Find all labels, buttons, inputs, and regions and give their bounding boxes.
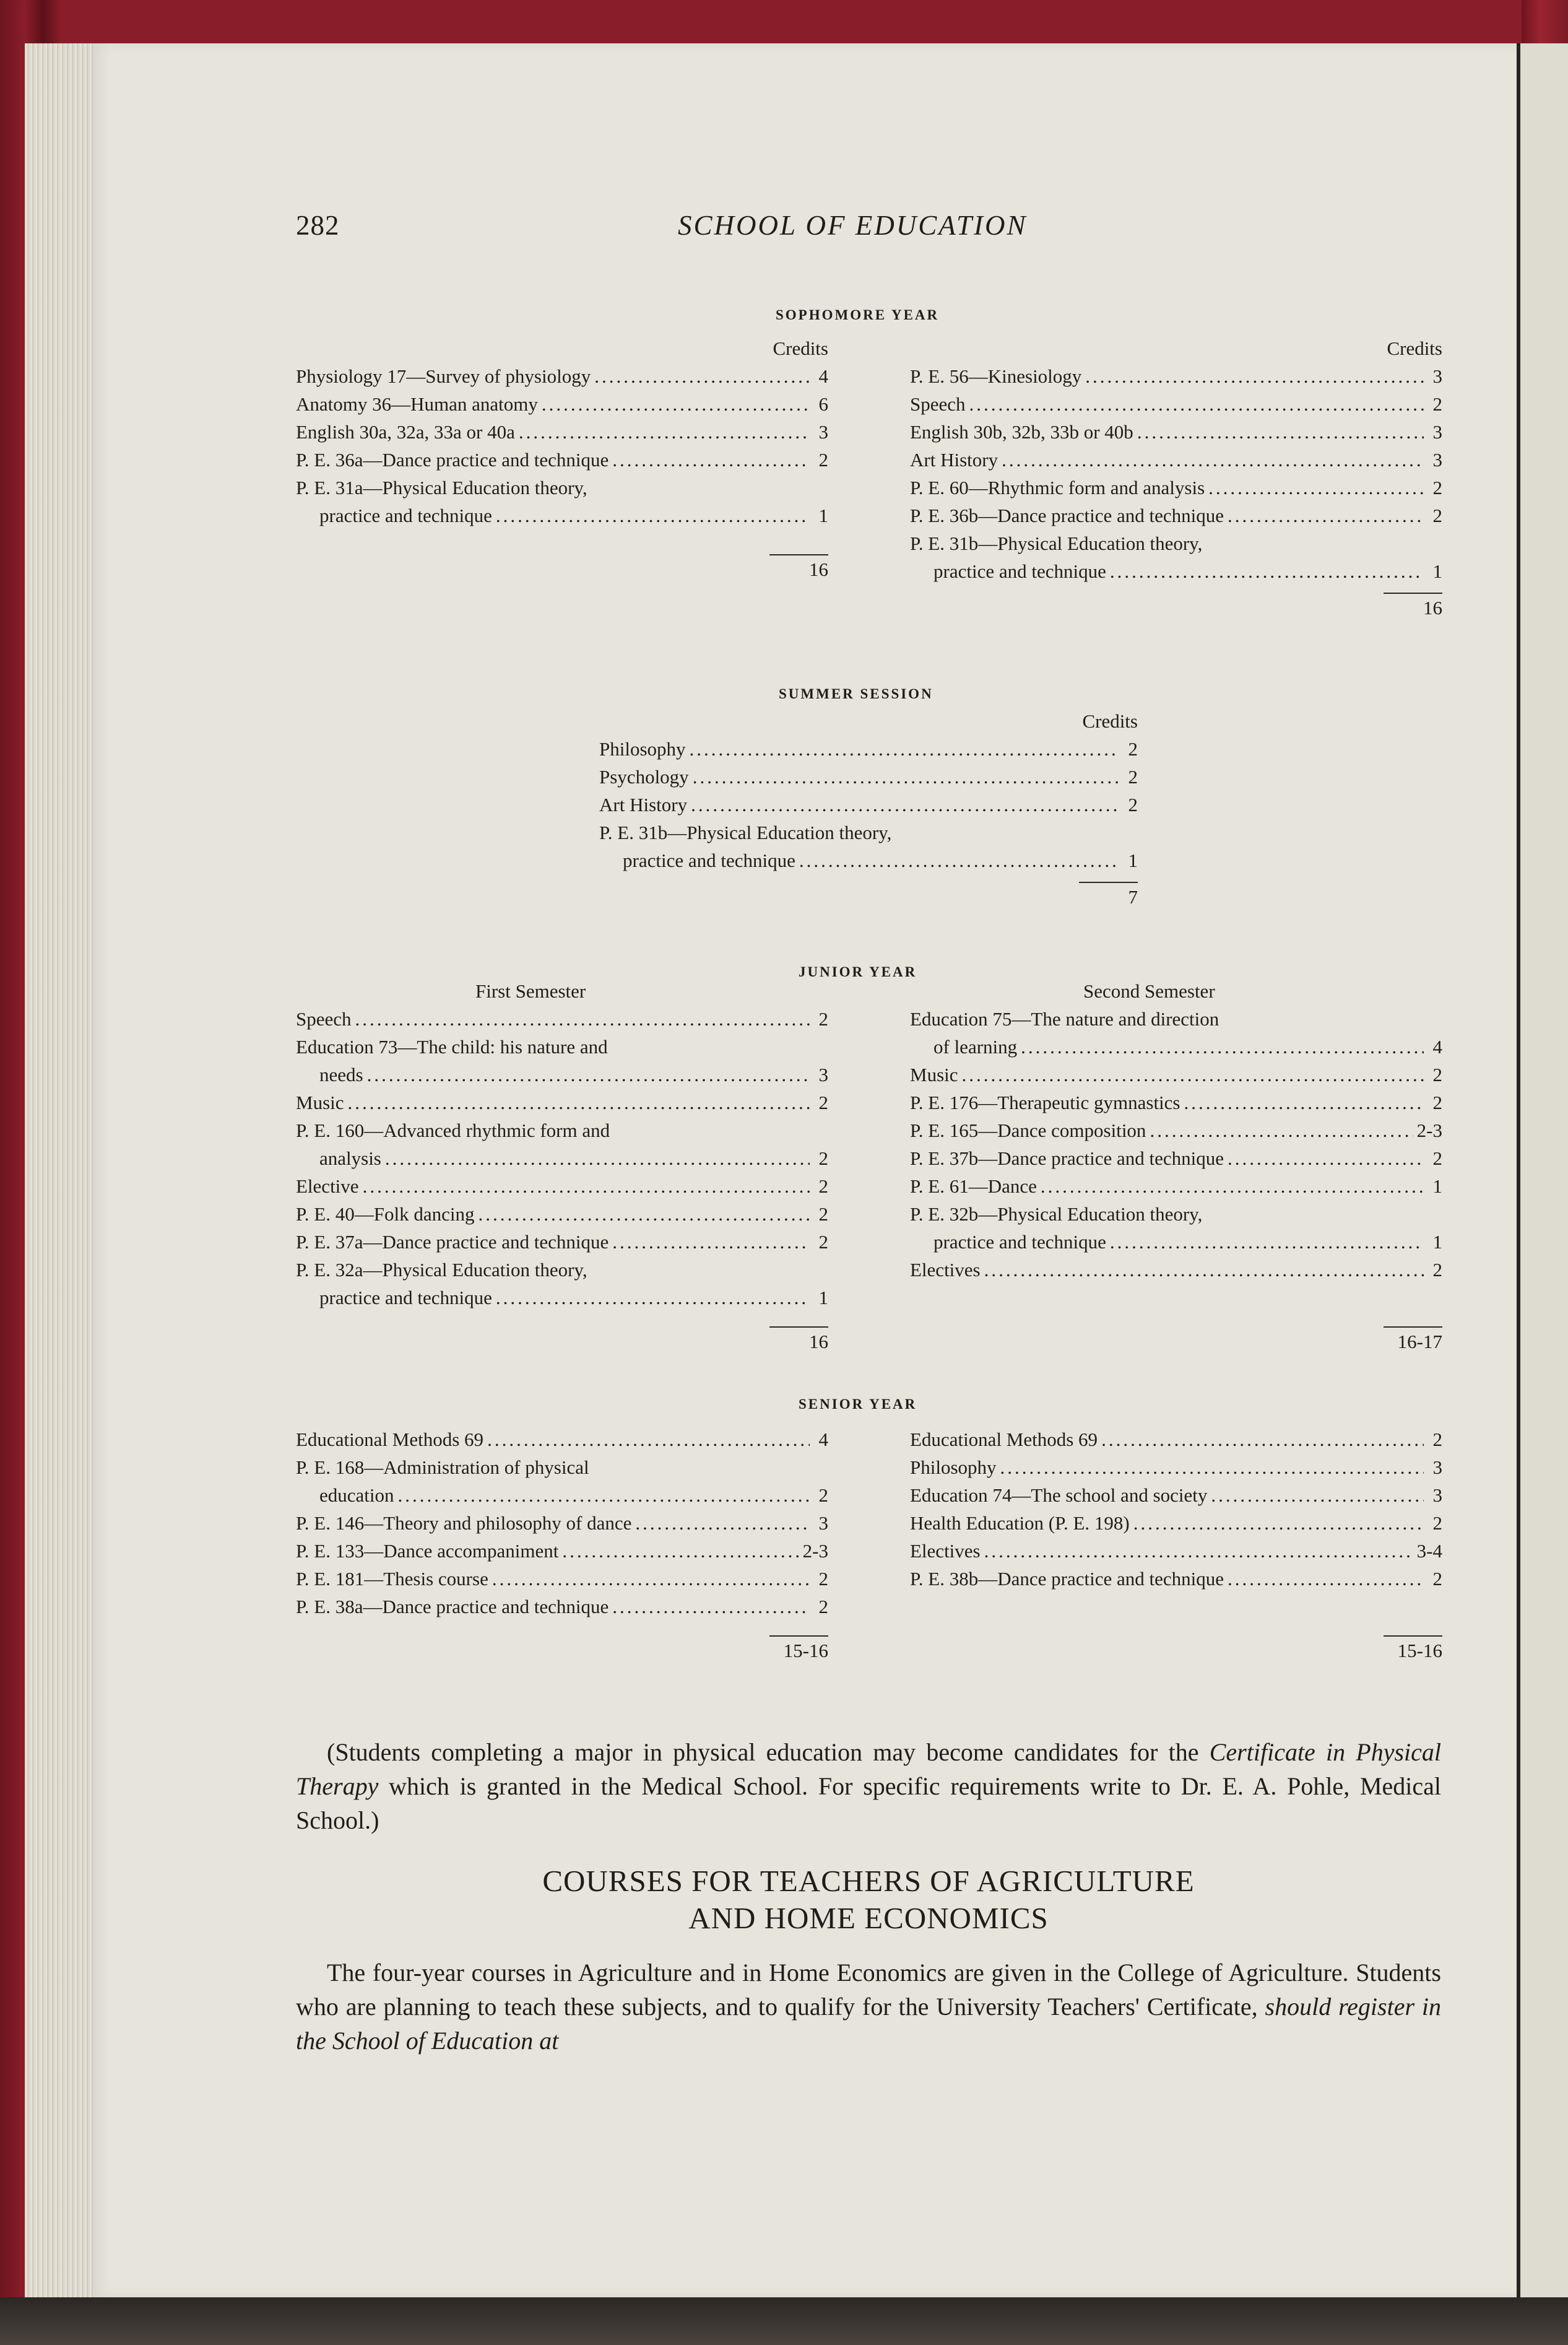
leader-dots <box>635 1509 810 1537</box>
leader-dots <box>487 1425 810 1453</box>
course-credits: 4 <box>1432 1036 1442 1058</box>
course-row <box>910 1565 1442 1593</box>
course-label: Educational Methods 69 <box>296 1429 484 1450</box>
sophomore-left-column <box>296 334 828 583</box>
course-row <box>599 846 1138 874</box>
courses-text: The four-year courses in Agriculture and in Home Economics are given in the College of Agriculture. Students who are planning to teach these subjects, and to qualify for the University Teachers' Certificate, <box>296 1959 1441 2021</box>
running-title: SCHOOL OF EDUCATION <box>678 210 1028 241</box>
course-credits: 3 <box>818 421 828 443</box>
leader-dots <box>612 1593 810 1621</box>
course-row <box>296 1256 828 1284</box>
leader-dots <box>690 735 1119 763</box>
leader-dots <box>478 1200 810 1228</box>
course-credits: 2 <box>1432 1092 1442 1113</box>
course-credits: 2 <box>1128 794 1138 816</box>
leader-dots <box>519 418 810 446</box>
course-row <box>296 1089 828 1116</box>
senior-left-column <box>296 1425 828 1664</box>
course-label: P. E. 31b—Physical Education theory, <box>910 533 1203 554</box>
summer-total: 7 <box>1128 886 1138 908</box>
junior-right-list <box>910 1005 1442 1284</box>
leader-dots <box>1101 1425 1424 1453</box>
course-row <box>910 1116 1442 1144</box>
course-label: Electives <box>910 1259 981 1281</box>
course-row <box>910 1228 1442 1256</box>
second-semester-header: Second Semester <box>1083 980 1215 1002</box>
course-label: Music <box>910 1064 958 1085</box>
leader-dots <box>962 1061 1424 1089</box>
course-label: P. E. 37b—Dance practice and technique <box>910 1147 1224 1169</box>
course-row <box>910 446 1442 474</box>
course-credits: 3-4 <box>1416 1540 1442 1562</box>
certificate-note <box>296 1735 1441 1837</box>
course-label: English 30b, 32b, 33b or 40b <box>910 421 1133 443</box>
course-label: practice and technique <box>933 560 1106 582</box>
leader-dots <box>1000 1453 1424 1481</box>
course-row <box>296 418 828 446</box>
course-row <box>910 1144 1442 1172</box>
course-label: P. E. 37a—Dance practice and technique <box>296 1231 609 1253</box>
course-label: P. E. 176—Therapeutic gymnastics <box>910 1092 1180 1113</box>
course-label: needs <box>319 1064 363 1085</box>
course-label: Anatomy 36—Human anatomy <box>296 393 538 415</box>
course-row <box>910 1481 1442 1509</box>
course-label: practice and technique <box>319 1287 492 1308</box>
course-row <box>910 1256 1442 1284</box>
course-row <box>910 1005 1442 1033</box>
leader-dots <box>1041 1172 1424 1200</box>
leader-dots <box>612 446 810 474</box>
course-credits: 2 <box>1432 1147 1442 1169</box>
course-label: Music <box>296 1092 344 1113</box>
summer-list <box>599 735 1138 874</box>
course-row <box>910 1453 1442 1481</box>
course-label: Art History <box>910 449 998 471</box>
course-credits: 1 <box>1432 1231 1442 1253</box>
leader-dots <box>1150 1116 1413 1144</box>
leader-dots <box>969 390 1424 418</box>
course-row <box>296 1005 828 1033</box>
course-label: Philosophy <box>910 1456 997 1478</box>
first-semester-header: First Semester <box>475 980 586 1002</box>
leader-dots <box>1228 502 1424 529</box>
course-credits: 2 <box>1432 1259 1442 1281</box>
course-row <box>910 1425 1442 1453</box>
course-label: P. E. 36a—Dance practice and technique <box>296 449 609 471</box>
course-credits: 2 <box>1432 477 1442 498</box>
leader-dots <box>594 362 810 390</box>
leader-dots <box>1133 1509 1424 1537</box>
leader-dots <box>367 1061 810 1089</box>
summer-title: SUMMER SESSION <box>779 686 933 702</box>
course-label: P. E. 133—Dance accompaniment <box>296 1540 559 1562</box>
note-text-2: which is granted in the Medical School. For specific requirements write to Dr. E. A. Pohle, Medical School.) <box>296 1772 1441 1834</box>
course-row <box>910 418 1442 446</box>
course-credits: 2 <box>818 1092 828 1113</box>
course-credits: 3 <box>1432 1484 1442 1506</box>
course-row <box>296 446 828 474</box>
course-label: Education 75—The nature and direction <box>910 1008 1219 1030</box>
course-credits: 2 <box>818 1231 828 1253</box>
course-credits: 2 <box>818 1568 828 1590</box>
sophomore-right-total: 16 <box>1423 597 1442 619</box>
course-label: Physiology 17—Survey of physiology <box>296 365 591 387</box>
course-credits: 2 <box>818 1147 828 1169</box>
course-label: Electives <box>910 1540 981 1562</box>
course-credits: 1 <box>1432 560 1442 582</box>
leader-dots <box>542 390 810 418</box>
course-row <box>296 474 828 502</box>
sophomore-right-column <box>910 334 1442 622</box>
course-credits: 3 <box>818 1512 828 1534</box>
course-row <box>296 390 828 418</box>
course-row <box>296 1228 828 1256</box>
course-credits: 2 <box>818 1203 828 1225</box>
leader-dots <box>492 1565 810 1593</box>
course-credits: 2 <box>818 1175 828 1197</box>
senior-right-total: 15-16 <box>1397 1640 1442 1661</box>
junior-title: JUNIOR YEAR <box>799 964 917 980</box>
course-label: P. E. 160—Advanced rhythmic form and <box>296 1120 610 1141</box>
course-credits: 2 <box>818 1596 828 1617</box>
course-label: Health Education (P. E. 198) <box>910 1512 1130 1534</box>
summer-column <box>599 707 1138 911</box>
course-row <box>296 1144 828 1172</box>
course-row <box>599 735 1138 763</box>
course-credits: 1 <box>1128 850 1138 871</box>
course-label: P. E. 31b—Physical Education theory, <box>599 822 892 843</box>
course-row <box>910 362 1442 390</box>
course-credits: 2 <box>1432 393 1442 415</box>
courses-paragraph <box>296 1956 1441 2058</box>
course-credits: 1 <box>818 1287 828 1308</box>
leader-dots <box>799 846 1119 874</box>
course-credits: 2 <box>1432 1064 1442 1085</box>
leader-dots <box>355 1005 810 1033</box>
course-credits: 6 <box>818 393 828 415</box>
course-label: P. E. 165—Dance composition <box>910 1120 1146 1141</box>
course-label: Education 73—The child: his nature and <box>296 1036 608 1058</box>
course-row <box>910 1033 1442 1061</box>
senior-left-list <box>296 1425 828 1621</box>
course-label: education <box>319 1484 394 1506</box>
course-row <box>296 1481 828 1509</box>
course-row <box>296 1425 828 1453</box>
leader-dots <box>984 1537 1413 1565</box>
leader-dots <box>1228 1144 1424 1172</box>
course-label: of learning <box>933 1036 1018 1058</box>
course-credits: 2 <box>1432 1568 1442 1590</box>
leader-dots <box>496 1284 810 1312</box>
course-label: P. E. 40—Folk dancing <box>296 1203 475 1225</box>
course-label: P. E. 181—Thesis course <box>296 1568 488 1590</box>
course-row <box>910 1509 1442 1537</box>
course-row <box>296 1537 828 1565</box>
course-row <box>296 1116 828 1144</box>
course-row <box>296 1033 828 1061</box>
course-credits: 3 <box>818 1064 828 1085</box>
course-label: P. E. 61—Dance <box>910 1175 1037 1197</box>
leader-dots <box>1110 557 1424 585</box>
course-label: practice and technique <box>319 505 492 526</box>
course-row <box>599 763 1138 791</box>
course-row <box>296 1284 828 1312</box>
course-label: P. E. 168—Administration of physical <box>296 1456 589 1478</box>
junior-right-column <box>910 977 1442 1355</box>
course-credits: 2 <box>1432 1429 1442 1450</box>
junior-right-total: 16-17 <box>1397 1331 1442 1352</box>
course-label: Elective <box>296 1175 359 1197</box>
page-gutter <box>1517 43 1520 2297</box>
course-label: P. E. 31a—Physical Education theory, <box>296 477 587 498</box>
course-credits: 2 <box>1128 766 1138 788</box>
leader-dots <box>1228 1565 1424 1593</box>
course-row <box>296 1593 828 1621</box>
leader-dots <box>348 1089 810 1116</box>
senior-title: SENIOR YEAR <box>799 1396 917 1412</box>
course-row <box>296 1453 828 1481</box>
course-label: P. E. 60—Rhythmic form and analysis <box>910 477 1205 498</box>
course-label: P. E. 38b—Dance practice and technique <box>910 1568 1224 1590</box>
junior-left-column <box>296 977 828 1355</box>
course-row <box>296 1565 828 1593</box>
course-row <box>910 529 1442 557</box>
section-heading <box>296 1863 1441 1937</box>
course-row <box>910 1172 1442 1200</box>
leader-dots <box>691 791 1119 819</box>
leader-dots <box>1211 1481 1424 1509</box>
course-row <box>599 819 1138 846</box>
sophomore-left-total: 16 <box>809 559 828 580</box>
junior-left-list <box>296 1005 828 1312</box>
sophomore-title: SOPHOMORE YEAR <box>776 307 940 323</box>
heading-line-2: AND HOME ECONOMICS <box>688 1901 1049 1935</box>
course-label: P. E. 146—Theory and philosophy of dance <box>296 1512 632 1534</box>
course-row <box>296 1061 828 1089</box>
course-row <box>599 791 1138 819</box>
leader-dots <box>496 502 810 529</box>
senior-right-list <box>910 1425 1442 1593</box>
course-row <box>910 557 1442 585</box>
course-row <box>296 1172 828 1200</box>
course-label: Speech <box>296 1008 352 1030</box>
course-label: Education 74—The school and society <box>910 1484 1208 1506</box>
credits-header: Credits <box>1082 710 1138 732</box>
heading-line-1: COURSES FOR TEACHERS OF AGRICULTURE <box>542 1864 1195 1898</box>
course-credits: 4 <box>818 1429 828 1450</box>
senior-right-column <box>910 1425 1442 1664</box>
leader-dots <box>1184 1089 1424 1116</box>
background-bottom <box>0 2297 1568 2345</box>
leader-dots <box>1021 1033 1424 1061</box>
course-label: Educational Methods 69 <box>910 1429 1098 1450</box>
course-row <box>910 390 1442 418</box>
page-number: 282 <box>296 210 340 241</box>
leader-dots <box>1085 362 1424 390</box>
credits-header: Credits <box>1387 337 1442 359</box>
course-credits: 2 <box>818 1008 828 1030</box>
course-row <box>910 502 1442 529</box>
course-credits: 2-3 <box>1416 1120 1442 1141</box>
leader-dots <box>612 1228 810 1256</box>
course-credits: 3 <box>1432 365 1442 387</box>
course-row <box>910 1061 1442 1089</box>
leader-dots <box>1208 474 1424 502</box>
course-label: P. E. 32a—Physical Education theory, <box>296 1259 587 1281</box>
course-label: P. E. 38a—Dance practice and technique <box>296 1596 609 1617</box>
leader-dots <box>693 763 1119 791</box>
course-label: P. E. 36b—Dance practice and technique <box>910 505 1224 526</box>
course-credits: 3 <box>1432 449 1442 471</box>
leader-dots <box>385 1144 810 1172</box>
course-row <box>296 1509 828 1537</box>
course-label: P. E. 32b—Physical Education theory, <box>910 1203 1203 1225</box>
leader-dots <box>1110 1228 1424 1256</box>
leader-dots <box>1002 446 1424 474</box>
sophomore-left-list <box>296 362 828 529</box>
note-italic: Certificate in Physical Therapy <box>296 1738 1442 1800</box>
course-row <box>910 1200 1442 1228</box>
course-row <box>296 502 828 529</box>
course-row <box>910 474 1442 502</box>
senior-left-total: 15-16 <box>783 1640 828 1661</box>
leader-dots <box>398 1481 810 1509</box>
leader-dots <box>562 1537 799 1565</box>
course-credits: 4 <box>818 365 828 387</box>
course-credits: 3 <box>1432 1456 1442 1478</box>
leader-dots <box>363 1172 810 1200</box>
adjacent-page-edge <box>1520 43 1568 2297</box>
course-label: Art History <box>599 794 688 816</box>
course-row <box>296 1200 828 1228</box>
course-credits: 2 <box>1432 1512 1442 1534</box>
course-credits: 3 <box>1432 421 1442 443</box>
course-label: Psychology <box>599 766 689 788</box>
course-credits: 2 <box>818 1484 828 1506</box>
course-row <box>910 1537 1442 1565</box>
courses-italic: should register in the School of Education at <box>296 1993 1441 2055</box>
course-label: English 30a, 32a, 33a or 40a <box>296 421 515 443</box>
course-credits: 2 <box>818 449 828 471</box>
note-text-1: (Students completing a major in physical education may become candidates for the <box>327 1738 1210 1766</box>
course-label: P. E. 56—Kinesiology <box>910 365 1082 387</box>
leader-dots <box>1137 418 1424 446</box>
leader-dots <box>984 1256 1424 1284</box>
course-credits: 2 <box>1432 505 1442 526</box>
junior-left-total: 16 <box>809 1331 828 1352</box>
course-credits: 1 <box>818 505 828 526</box>
course-credits: 1 <box>1432 1175 1442 1197</box>
sophomore-right-list <box>910 362 1442 585</box>
credits-header: Credits <box>773 337 828 359</box>
course-label: Philosophy <box>599 738 686 760</box>
course-label: practice and technique <box>623 850 795 871</box>
course-label: analysis <box>319 1147 381 1169</box>
course-label: practice and technique <box>933 1231 1106 1253</box>
course-row <box>296 362 828 390</box>
course-label: Speech <box>910 393 966 415</box>
course-credits: 2-3 <box>802 1540 828 1562</box>
course-credits: 2 <box>1128 738 1138 760</box>
course-row <box>910 1089 1442 1116</box>
